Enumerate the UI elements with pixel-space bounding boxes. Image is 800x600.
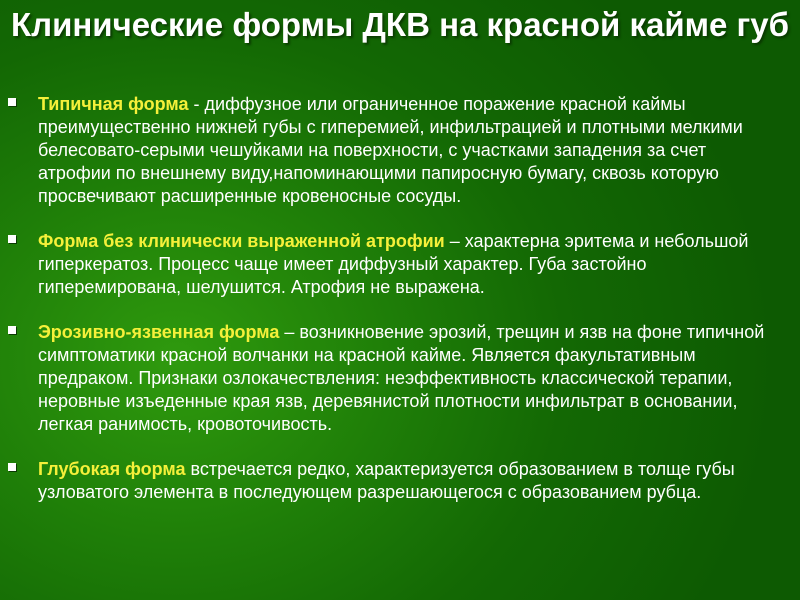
square-bullet-icon bbox=[8, 98, 16, 106]
bullet-item-erosive-ulcerative-form bbox=[0, 321, 800, 436]
square-bullet-icon bbox=[8, 326, 16, 334]
bullet-term: Эрозивно-язвенная форма bbox=[38, 322, 280, 342]
bullet-text: – возникновение эрозий, трещин и язв на фоне типичной симптоматики красной волчанки на красной кайме. Является факультативным предраком. Признаки озлокачествления: неэффективность классической терапии, неровные изъеденные края язв, деревянистой плотности инфильтрат в основании, легкая ранимость, кровоточивость. bbox=[38, 322, 765, 434]
bullet-item-typical-form bbox=[0, 93, 800, 208]
bullet-term: Типичная форма bbox=[38, 94, 189, 114]
bullet-text: встречается редко, характеризуется образованием в толще губы узловатого элемента в последующем разрешающегося с образованием рубца. bbox=[38, 459, 735, 502]
bullet-text: – характерна эритема и небольшой гиперкератоз. Процесс чаще имеет диффузный характер. Губа застойно гиперемирована, шелушится. Атрофия не выражена. bbox=[38, 231, 749, 297]
bullet-text: - диффузное или ограниченное поражение красной каймы преимущественно нижней губы с гиперемией, инфильтрацией и плотными мелкими белесовато-серыми чешуйками на поверхности, с участками западения за счет атрофии по внешнему виду,напоминающими папиросную бумагу, сквозь которую просвечивают расширенные кровеносные сосуды. bbox=[38, 94, 743, 206]
bullet-item-deep-form bbox=[0, 458, 800, 504]
bullet-list bbox=[0, 93, 800, 504]
slide-title: Клинические формы ДКВ на красной кайме губ bbox=[10, 6, 790, 43]
bullet-item-non-atrophic-form bbox=[0, 230, 800, 299]
square-bullet-icon bbox=[8, 235, 16, 243]
bullet-term: Глубокая форма bbox=[38, 459, 186, 479]
bullet-term: Форма без клинически выраженной атрофии bbox=[38, 231, 445, 251]
square-bullet-icon bbox=[8, 463, 16, 471]
